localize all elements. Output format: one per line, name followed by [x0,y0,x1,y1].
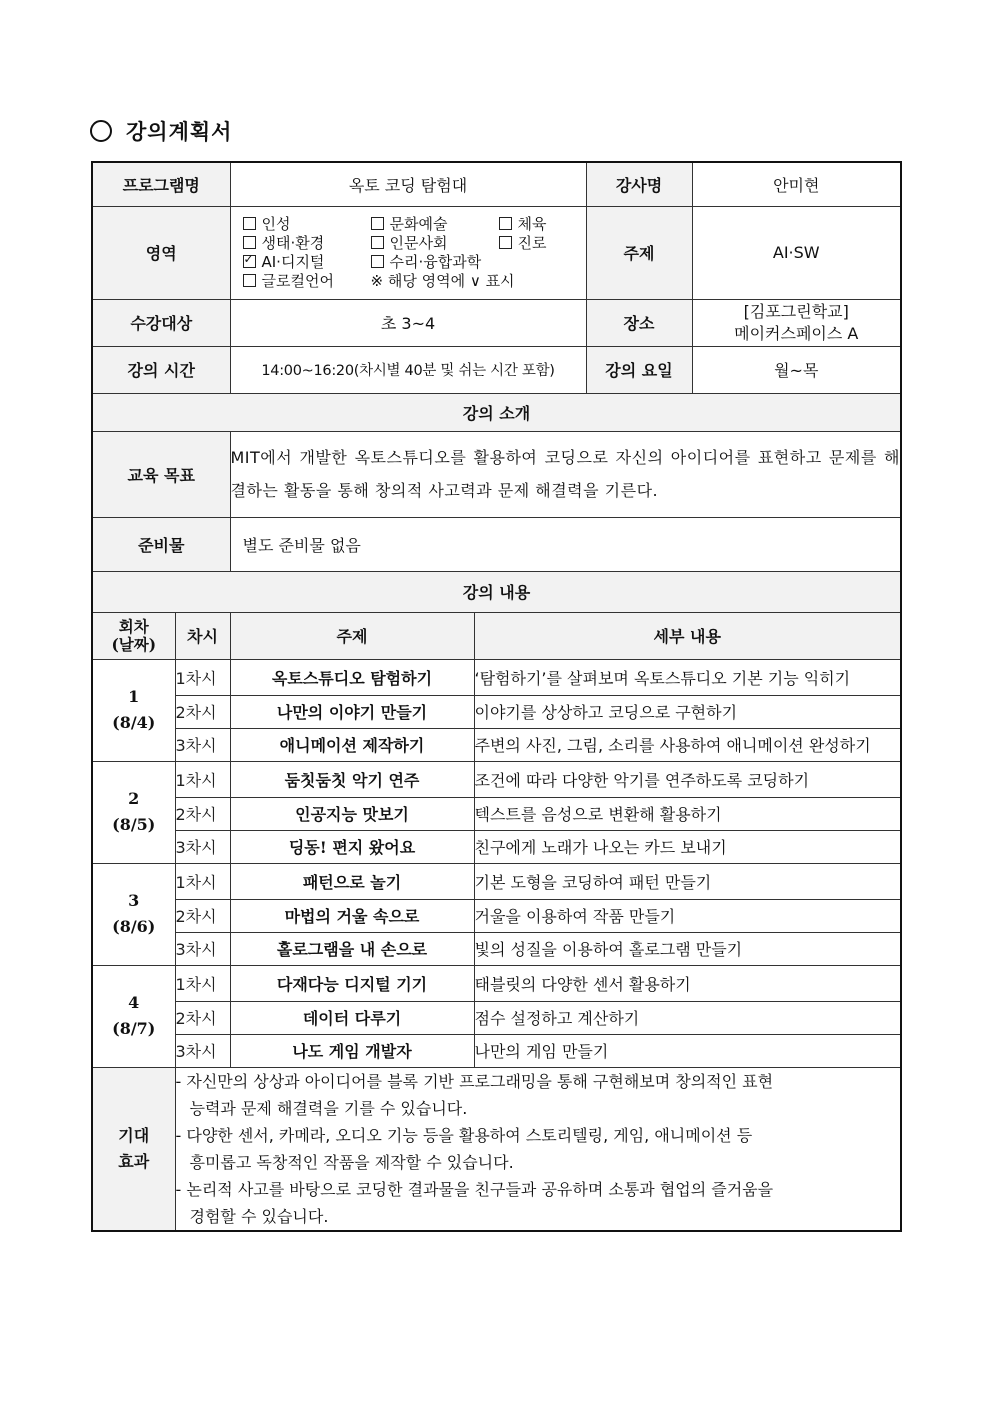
session-date: (8/5) [112,815,156,834]
detail-cell: 조건에 따라 다양한 악기를 연주하도록 코딩하기 [474,761,901,797]
area-label: 영역 [92,206,230,299]
topic-cell: 둠칫둠칫 악기 연주 [230,761,474,797]
session-date: (8/4) [112,713,156,732]
period-cell: 3차시 [175,932,230,965]
effects-line: - 논리적 사고를 바탕으로 코딩한 결과물을 친구들과 공유하며 소통과 협업의 즐거움을 [175,1179,774,1199]
schedule-row [92,728,901,761]
session-date: (8/7) [112,1019,156,1038]
lecture-plan-table [91,161,902,1232]
schedule-row [92,695,901,728]
area-option [371,215,499,234]
day-value: 월~목 [692,346,901,393]
topic-cell: 다재다능 디지털 기기 [230,965,474,1001]
effects-text [175,1067,901,1231]
checkbox-icon [243,217,256,230]
topic-cell: 딩동! 편지 왔어요 [230,830,474,863]
period-cell: 2차시 [175,695,230,728]
day-label: 강의 요일 [586,346,692,393]
schedule-row [92,659,901,695]
page-title: 강의계획서 [126,119,233,144]
goal-label: 교육 목표 [92,431,230,517]
area-option [243,215,371,234]
place-line-2: 메이커스페이스 A [734,323,859,343]
session-number: 3 [128,891,140,910]
row-goal [92,431,901,517]
topic-cell: 마법의 거울 속으로 [230,899,474,932]
effects-label [92,1067,175,1231]
checkbox-icon [371,255,384,268]
detail-cell: 거울을 이용하여 작품 만들기 [474,899,901,932]
effects-line: 흥미롭고 독창적인 작품을 제작할 수 있습니다. [189,1152,514,1172]
row-intro-header [92,393,901,431]
period-cell: 2차시 [175,899,230,932]
row-content-header [92,571,901,612]
detail-cell: 나만의 게임 만들기 [474,1034,901,1067]
page-heading [90,114,232,148]
instructor-label: 강사명 [586,162,692,206]
materials-label: 준비물 [92,517,230,571]
session-cell [92,761,175,863]
effects-line: - 자신만의 상상과 아이디어를 블록 기반 프로그래밍을 통해 구현해보며 창의적인 표현 [175,1071,774,1091]
detail-cell: 태블릿의 다양한 센서 활용하기 [474,965,901,1001]
area-option [243,272,371,291]
area-option-label: 수리·융합과학 [389,252,482,271]
schedule-row [92,863,901,899]
detail-cell: 텍스트를 음성으로 변환해 활용하기 [474,797,901,830]
topic-cell: 인공지능 맛보기 [230,797,474,830]
detail-cell: 주변의 사진, 그림, 소리를 사용하여 애니메이션 완성하기 [474,728,901,761]
place-line-1: [김포그린학교] [743,301,849,321]
topic-cell: 옥토스튜디오 탐험하기 [230,659,474,695]
time-value: 14:00~16:20(차시별 40분 및 쉬는 시간 포함) [230,346,586,393]
goal-text: MIT에서 개발한 옥토스튜디오를 활용하여 코딩으로 자신의 아이디어를 표현하고 문제를 해결하는 활동을 통해 창의적 사고력과 문제 해결력을 기른다. [230,431,901,517]
col-session-label: 회차 [118,616,149,636]
period-cell: 3차시 [175,830,230,863]
session-cell [92,965,175,1067]
detail-cell: 친구에게 노래가 나오는 카드 보내기 [474,830,901,863]
row-column-headers [92,612,901,659]
area-last-row [231,272,586,291]
topic-cell: 나만의 이야기 만들기 [230,695,474,728]
program-label: 프로그램명 [92,162,230,206]
content-section-title: 강의 내용 [92,571,901,612]
row-program [92,162,901,206]
topic-cell: 애니메이션 제작하기 [230,728,474,761]
detail-cell: 기본 도형을 코딩하여 패턴 만들기 [474,863,901,899]
row-materials [92,517,901,571]
period-cell: 2차시 [175,1001,230,1034]
checkbox-icon [371,217,384,230]
col-session-header [92,612,175,659]
row-time [92,346,901,393]
detail-cell: 빛의 성질을 이용하여 홀로그램 만들기 [474,932,901,965]
period-cell: 3차시 [175,1034,230,1067]
period-cell: 1차시 [175,659,230,695]
effects-line: 능력과 문제 해결력을 기를 수 있습니다. [189,1098,468,1118]
schedule-row [92,797,901,830]
col-session-sub: (날짜) [111,634,157,654]
area-option [499,215,599,234]
area-option [243,234,371,253]
place-label: 장소 [586,299,692,346]
area-note: ※ 해당 영역에 ∨ 표시 [370,271,515,290]
schedule-row [92,932,901,965]
area-option-label: 글로컬언어 [261,271,334,290]
col-topic-header: 주제 [230,612,474,659]
topic-cell: 데이터 다루기 [230,1001,474,1034]
row-effects [92,1067,901,1231]
time-label: 강의 시간 [92,346,230,393]
effects-line: - 다양한 센서, 카메라, 오디오 기능 등을 활용하여 스토리텔링, 게임, 애니메이션 등 [175,1125,753,1145]
area-option [371,234,499,253]
session-date: (8/6) [112,917,156,936]
checkbox-icon [499,236,512,249]
col-detail-header: 세부 내용 [474,612,901,659]
area-checklist [230,206,586,299]
schedule-row [92,965,901,1001]
period-cell: 2차시 [175,797,230,830]
schedule-row [92,1001,901,1034]
area-grid [231,215,586,272]
area-option-label: AI·디지털 [261,252,325,271]
checkbox-icon [371,236,384,249]
circle-bullet-icon [90,120,112,142]
row-area [92,206,901,299]
target-label: 수강대상 [92,299,230,346]
instructor-value: 안미현 [692,162,901,206]
period-cell: 1차시 [175,863,230,899]
area-option-label: 인문사회 [389,233,448,252]
checkbox-icon [243,274,256,287]
program-value: 옥토 코딩 탐험대 [230,162,586,206]
checkbox-icon [499,217,512,230]
period-cell: 1차시 [175,965,230,1001]
materials-text: 별도 준비물 없음 [230,517,901,571]
detail-cell: 이야기를 상상하고 코딩으로 구현하기 [474,695,901,728]
effects-line: 경험할 수 있습니다. [189,1206,329,1226]
period-cell: 1차시 [175,761,230,797]
effects-label-line: 효과 [118,1151,150,1171]
col-period-header: 차시 [175,612,230,659]
area-option-label: 인성 [261,214,291,233]
area-option-label: 진로 [517,233,547,252]
checkbox-icon [243,236,256,249]
topic-cell: 패턴으로 놀기 [230,863,474,899]
session-number: 4 [128,993,140,1012]
period-cell: 3차시 [175,728,230,761]
area-option [371,253,499,272]
effects-label-line: 기대 [118,1125,150,1145]
detail-cell: 점수 설정하고 계산하기 [474,1001,901,1034]
area-option-label: 문화예술 [389,214,448,233]
schedule-row [92,1034,901,1067]
schedule-row [92,899,901,932]
topic-cell: 나도 게임 개발자 [230,1034,474,1067]
row-target [92,299,901,346]
subject-value: AI·SW [692,206,901,299]
area-option [243,253,371,272]
area-option [499,234,599,253]
schedule-row [92,830,901,863]
area-option-label: 생태·환경 [261,233,325,252]
subject-label: 주제 [586,206,692,299]
session-number: 1 [128,687,140,706]
session-cell [92,863,175,965]
detail-cell: ‘탐험하기’를 살펴보며 옥토스튜디오 기본 기능 익히기 [474,659,901,695]
intro-section-title: 강의 소개 [92,393,901,431]
checked-checkbox-icon [243,255,256,268]
schedule-row [92,761,901,797]
target-value: 초 3~4 [230,299,586,346]
session-number: 2 [128,789,140,808]
area-option-label: 체육 [517,214,547,233]
session-cell [92,659,175,761]
place-value [692,299,901,346]
topic-cell: 홀로그램을 내 손으로 [230,932,474,965]
